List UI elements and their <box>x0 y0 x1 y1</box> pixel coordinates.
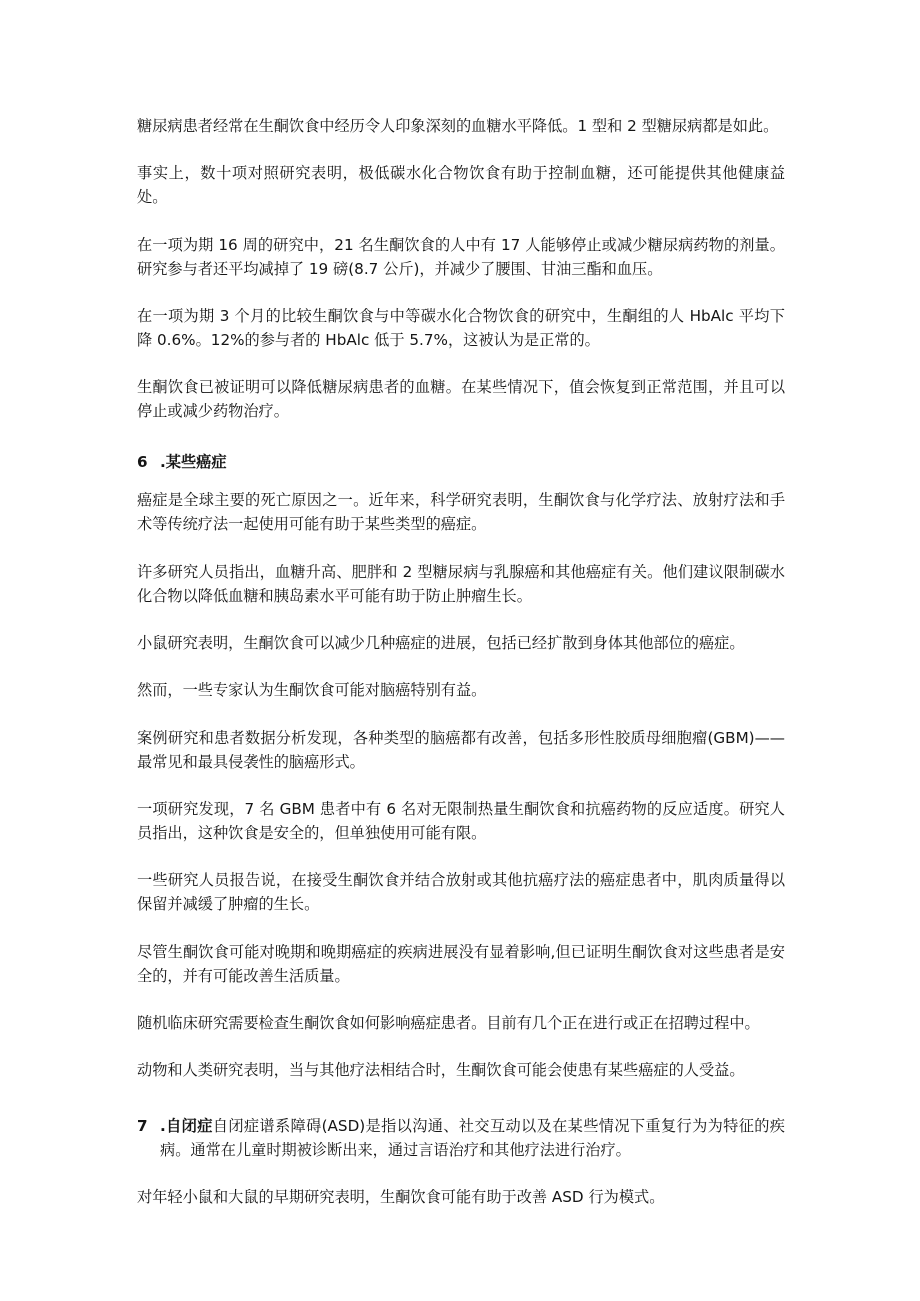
section-number: 6 <box>137 453 148 472</box>
paragraph: 对年轻小鼠和大鼠的早期研究表明，生酮饮食可能有助于改善 ASD 行为模式。 <box>137 1188 665 1207</box>
section-heading-cancer <box>137 446 785 474</box>
paragraph: 案例研究和患者数据分析发现，各种类型的脑癌都有改善，包括多形性胶质母细胞瘤(GBM)——最常见和最具侵袭性的脑癌形式。 <box>137 728 785 771</box>
paragraph: 癌症是全球主要的死亡原因之一。近年来，科学研究表明，生酮饮食与化学疗法、放射疗法和手术等传统疗法一起使用可能有助于某些类型的癌症。 <box>137 491 785 534</box>
paragraph: 在一项为期 16 周的研究中，21 名生酮饮食的人中有 17 人能够停止或减少糖尿病药物的剂量。研究参与者还平均减掉了 19 磅(8.7 公斤)，并减少了腰围、甘油三酯和血压。 <box>137 235 785 278</box>
section-title: .自闭症 <box>160 1117 213 1136</box>
paragraph: 许多研究人员指出，血糖升高、肥胖和 2 型糖尿病与乳腺癌和其他癌症有关。他们建议限制碳水化合物以降低血糖和胰岛素水平可能有助于防止肿瘤生长。 <box>137 562 785 605</box>
paragraph: 在一项为期 3 个月的比较生酮饮食与中等碳水化合物饮食的研究中，生酮组的人 HbAlc 平均下降 0.6%。12%的参与者的 HbAlc 低于 5.7%，这被认为是正常的。 <box>137 306 785 349</box>
section-number: 7 <box>137 1117 148 1136</box>
paragraph: 尽管生酮饮食可能对晚期和晚期癌症的疾病进展没有显着影响,但已证明生酮饮食对这些患者是安全的，并有可能改善生活质量。 <box>137 942 785 985</box>
paragraph: 一项研究发现，7 名 GBM 患者中有 6 名对无限制热量生酮饮食和抗癌药物的反应适度。研究人员指出，这种饮食是安全的，但单独使用可能有限。 <box>137 799 785 842</box>
section-item-autism <box>137 1105 785 1162</box>
paragraph: 糖尿病患者经常在生酮饮食中经历令人印象深刻的血糖水平降低。1 型和 2 型糖尿病都是如此。 <box>137 117 779 135</box>
paragraph: 一些研究人员报告说，在接受生酮饮食并结合放射或其他抗癌疗法的癌症患者中，肌肉质量得以保留并减缓了肿瘤的生长。 <box>137 871 785 914</box>
paragraph: 生酮饮食已被证明可以降低糖尿病患者的血糖。在某些情况下，值会恢复到正常范围，并且可以停止或减少药物治疗。 <box>137 378 785 421</box>
section-title: .某些癌症 <box>160 453 227 472</box>
section-item-body <box>160 1114 785 1162</box>
document-body <box>137 114 785 1233</box>
paragraph: 小鼠研究表明，生酮饮食可以减少几种癌症的进展，包括已经扩散到身体其他部位的癌症。 <box>137 634 745 653</box>
paragraph: 事实上，数十项对照研究表明，极低碳水化合物饮食有助于控制血糖，还可能提供其他健康益处。 <box>137 164 785 207</box>
section-lead-text: 自闭症谱系障碍(ASD)是指以沟通、社交互动以及在某些情况下重复行为为特征的疾病。通常在儿童时期被诊断出来，通过言语治疗和其他疗法进行治疗。 <box>160 1117 785 1160</box>
paragraph: 动物和人类研究表明，当与其他疗法相结合时，生酮饮食可能会使患有某些癌症的人受益。 <box>137 1061 745 1080</box>
paragraph: 随机临床研究需要检查生酮饮食如何影响癌症患者。目前有几个正在进行或正在招聘过程中。 <box>137 1013 760 1032</box>
paragraph: 然而，一些专家认为生酮饮食可能对脑癌特别有益。 <box>137 681 487 700</box>
